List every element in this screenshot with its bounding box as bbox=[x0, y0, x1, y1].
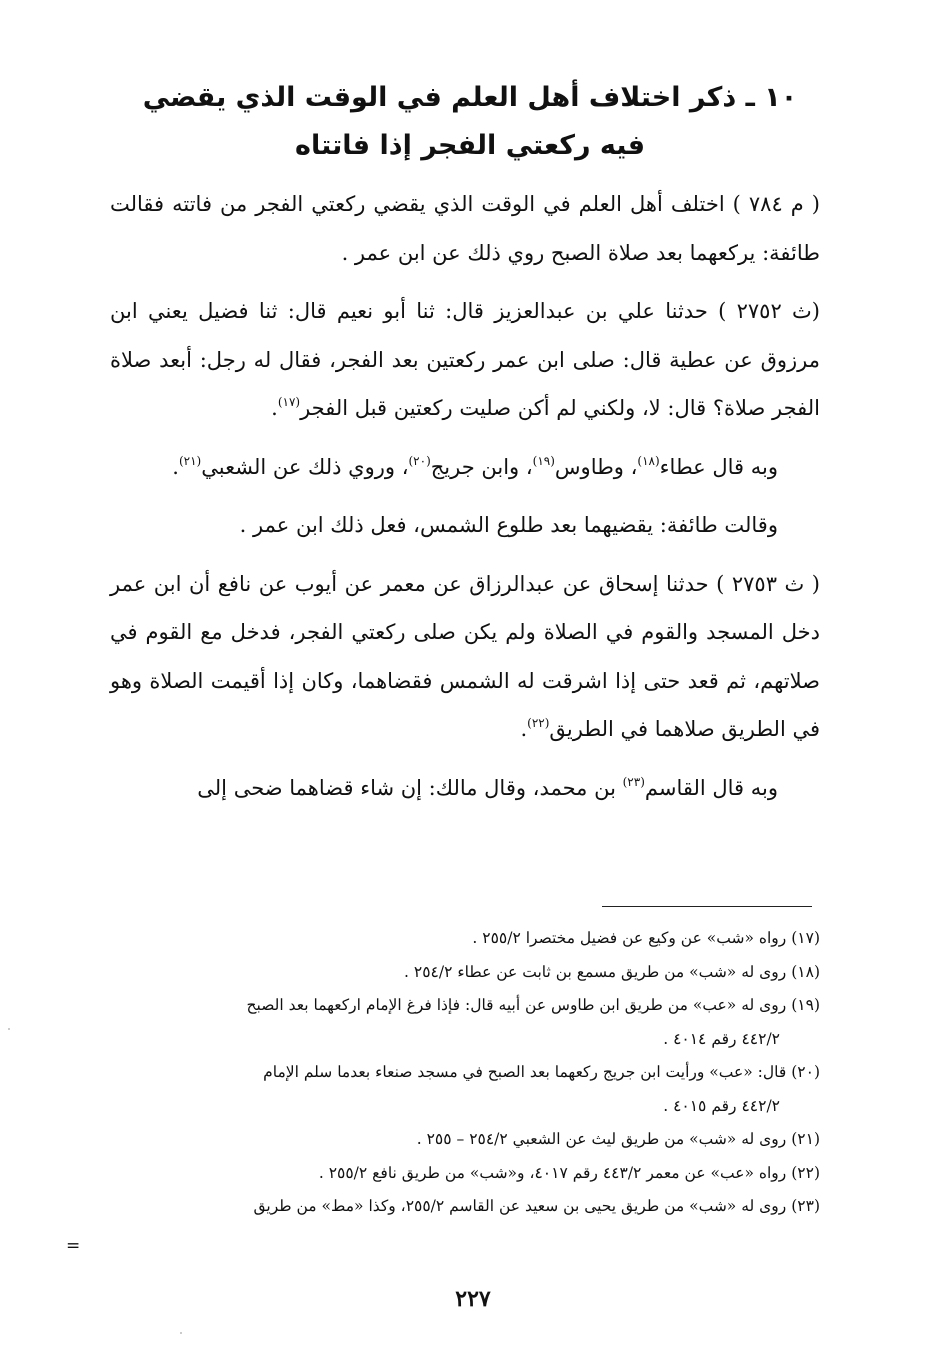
heading-line-2: فيه ركعتي الفجر إذا فاتتاه bbox=[295, 130, 645, 161]
footnote-number: (٢٣) bbox=[791, 1197, 820, 1215]
footnote-ref-17: (١٧) bbox=[277, 395, 301, 409]
main-text bbox=[110, 180, 820, 818]
hadith-2752-text: (ث ٢٧٥٢ ) حدثنا علي بن عبدالعزيز قال: ثنا أبو نعيم قال: ثنا فضيل يعني ابن مرزوق عن عطية قال: صلى ابن عمر ركعتين بعد الفجر، فقال له رجل: أبعد صلاة الفجر صلاة؟ قال: لا، ولكني لم أكن صليت ركعتين قبل الفجر bbox=[110, 299, 821, 420]
footnote-text: رواه «شب» عن وكيع عن فضيل مختصرا ٢٥٥/٢ . bbox=[472, 929, 787, 947]
paragraph-supporters bbox=[110, 443, 820, 492]
footnote-17 bbox=[112, 922, 820, 956]
footnote-number: (١٩) bbox=[791, 996, 820, 1014]
scan-speck bbox=[180, 1332, 182, 1334]
footnote-separator bbox=[602, 906, 812, 907]
footnotes bbox=[112, 922, 820, 1224]
paragraph-qasim bbox=[110, 764, 820, 813]
period: . bbox=[520, 717, 528, 741]
page-number: ٢٢٧ bbox=[455, 1286, 491, 1312]
text-segment: بن محمد، وقال مالك: إن شاء قضاهما ضحى إلى bbox=[197, 775, 623, 800]
footnote-22 bbox=[112, 1157, 820, 1191]
footnote-ref-18: (١٨) bbox=[637, 453, 660, 468]
footnote-number: (٢٢) bbox=[791, 1163, 820, 1182]
scan-speck bbox=[8, 1028, 10, 1030]
text-segment: وبه قال القاسم bbox=[644, 775, 778, 800]
continuation-mark: = bbox=[66, 1236, 81, 1256]
period: . bbox=[271, 396, 278, 420]
footnote-text: رواه «عب» عن معمر ٤٤٣/٢ رقم ٤٠١٧، و«شب» من طريق نافع ٢٥٥/٢ . bbox=[318, 1163, 787, 1182]
footnote-ref-21: (٢١) bbox=[178, 453, 202, 468]
footnote-ref-23: (٢٣) bbox=[622, 774, 645, 789]
footnote-continuation: ٤٤٢/٢ رقم ٤٠١٥ . bbox=[663, 1096, 780, 1115]
footnote-ref-22: (٢٢) bbox=[527, 716, 550, 730]
paragraph-second-opinion: وقالت طائفة: يقضيهما بعد طلوع الشمس، فعل ذلك ابن عمر . bbox=[239, 513, 778, 537]
footnote-text: روى له «شب» من طريق يحيى بن سعيد عن القاسم ٢٥٥/٢، وكذا «مط» من طريق bbox=[253, 1197, 787, 1215]
footnote-text: روى له «عب» من طريق ابن طاوس عن أبيه قال: فإذا فرغ الإمام اركعهما بعد الصبح bbox=[246, 996, 787, 1014]
text-segment: ، وابن جريج bbox=[430, 454, 533, 479]
paragraph-hadith-2752 bbox=[110, 287, 820, 433]
footnote-number: (٢٠) bbox=[791, 1063, 820, 1081]
footnote-21 bbox=[112, 1123, 820, 1157]
chapter-heading bbox=[120, 74, 820, 170]
footnote-ref-20: (٢٠) bbox=[408, 453, 431, 468]
footnote-continuation: ٤٤٢/٢ رقم ٤٠١٤ . bbox=[663, 1029, 780, 1048]
hadith-2753-text: ( ث ٢٧٥٣ ) حدثنا إسحاق عن عبدالرزاق عن معمر عن أيوب عن نافع أن ابن عمر دخل المسجد والقوم في الصلاة ولم يكن صلى ركعتي الفجر، فدخل مع القوم في صلاتهم، ثم قعد حتى إذا اشرقت له الشمس فقضاهما، وكان إذا أقيمت الصلاة وهو في الطريق صلاهما في الطريق bbox=[110, 571, 820, 741]
footnote-number: (٢١) bbox=[791, 1130, 820, 1148]
footnote-text: روى له «شب» من طريق ليث عن الشعبي ٢٥٤/٢ – ٢٥٥ . bbox=[416, 1130, 787, 1148]
footnote-ref-19: (١٩) bbox=[532, 453, 555, 468]
period: . bbox=[172, 454, 179, 479]
footnote-18 bbox=[112, 956, 820, 990]
footnote-number: (١٨) bbox=[791, 962, 820, 981]
footnote-20 bbox=[112, 1056, 820, 1123]
paragraph-masala-784: ( م ٧٨٤ ) اختلف أهل العلم في الوقت الذي يقضي ركعتي الفجر من فاتته فقالت طائفة: يركعهما بعد صلاة الصبح روي ذلك عن ابن عمر . bbox=[110, 192, 820, 265]
heading-line-1: ١٠ ـ ذكر اختلاف أهل العلم في الوقت الذي يقضي bbox=[142, 82, 798, 113]
footnote-text: روى له «شب» من طريق مسمع بن ثابت عن عطاء ٢٥٤/٢ . bbox=[404, 962, 787, 981]
text-segment: ، وروي ذلك عن الشعبي bbox=[201, 454, 409, 479]
paragraph-hadith-2753 bbox=[110, 560, 820, 754]
text-segment: ، وطاوس bbox=[554, 454, 638, 479]
footnote-19 bbox=[112, 989, 820, 1056]
footnote-text: قال: «عب» ورأيت ابن جريج ركعهما بعد الصبح في مسجد صنعاء بعدما سلم الإمام bbox=[263, 1063, 787, 1081]
footnote-23 bbox=[112, 1190, 820, 1224]
footnote-number: (١٧) bbox=[791, 929, 820, 947]
text-segment: وبه قال عطاء bbox=[659, 454, 778, 479]
